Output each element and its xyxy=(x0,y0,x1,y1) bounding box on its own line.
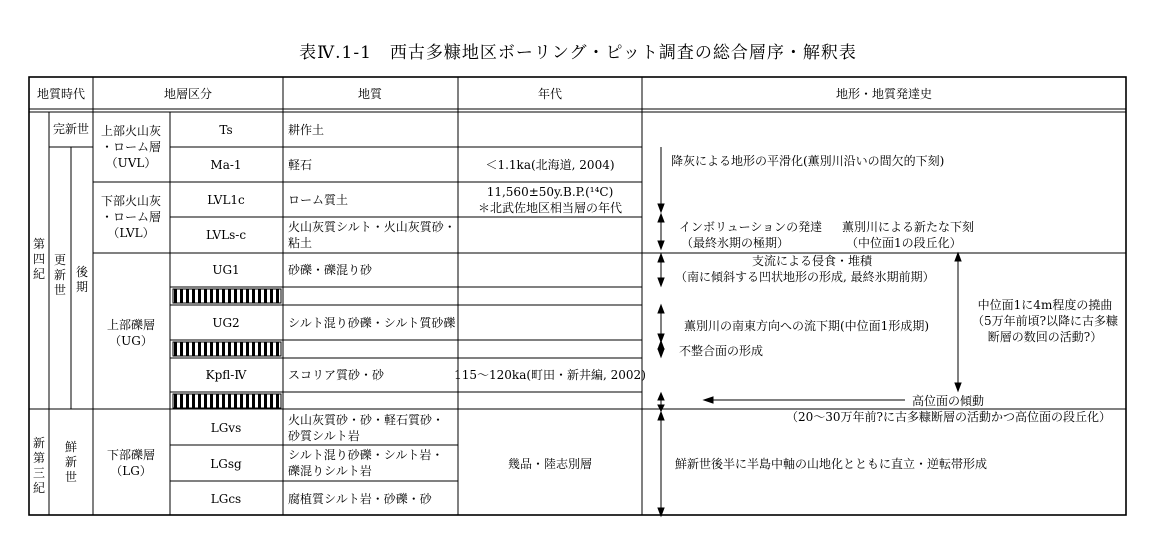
era-neogene: 新第三紀 xyxy=(32,436,45,495)
unconformity-band xyxy=(173,342,281,356)
lithology-cell: 軽石 xyxy=(288,158,313,172)
age-cell: ＜1.1ka(北海道, 2004) xyxy=(485,158,615,172)
header-unit: 地層区分 xyxy=(163,87,213,101)
unit-code: Ma-1 xyxy=(210,158,242,172)
header-lithology: 地質 xyxy=(357,87,383,101)
unit-code: UG1 xyxy=(212,263,240,277)
group-ug-line1: 上部礫層 xyxy=(106,318,156,332)
age-cell: 11,560±50y.B.P.(¹⁴C) xyxy=(486,185,614,199)
lithology-cell: 粘土 xyxy=(288,236,313,250)
header-age: 年代 xyxy=(537,87,563,101)
group-uvl-line1: 上部火山灰 xyxy=(100,124,162,138)
group-lvl-line2: ・ローム層 xyxy=(100,210,162,224)
history-text: 薫別川による新たな下刻 xyxy=(842,220,975,234)
unit-code: LVL1c xyxy=(207,193,245,207)
history-text: （中位面1の段丘化） xyxy=(846,236,962,250)
era-pleistocene: 更新世 xyxy=(53,253,66,297)
lithology-cell: スコリア質砂・砂 xyxy=(288,368,385,382)
age-cell: 幾品・陸志別層 xyxy=(507,457,593,471)
group-lg-line1: 下部礫層 xyxy=(106,448,156,462)
lithology-cell: 火山灰質シルト・火山灰質砂・ xyxy=(288,220,456,234)
lithology-cell: ローム質土 xyxy=(288,193,349,207)
era-quaternary: 第四紀 xyxy=(32,237,45,281)
history-text: 不整合面の形成 xyxy=(679,344,764,358)
group-lvl-line1: 下部火山灰 xyxy=(100,194,162,208)
lithology-cell: シルト混り砂礫・シルト質砂礫 xyxy=(288,316,456,330)
unconformity-band xyxy=(173,289,281,303)
history-text: （20～30万年前?に古多糠断層の活動かつ高位面の段丘化） xyxy=(786,410,1111,424)
group-uvl-line3: （UVL） xyxy=(105,156,157,170)
header-history: 地形・地質発達史 xyxy=(835,87,933,101)
history-text: 降灰による地形の平滑化(薫別川沿いの間欠的下刻) xyxy=(671,154,945,168)
history-text: 断層の数回の活動?） xyxy=(987,330,1103,344)
unit-code: LGvs xyxy=(210,421,242,435)
history-text: （南に傾斜する凹状地形の形成, 最終氷期前期） xyxy=(675,270,935,284)
group-ug-line2: （UG） xyxy=(109,334,153,348)
lithology-cell: 砂礫・礫混り砂 xyxy=(288,263,373,277)
history-text: 鮮新世後半に半島中軸の山地化とともに直立・逆転帯形成 xyxy=(675,457,988,471)
era-holocene: 完新世 xyxy=(52,122,90,136)
history-text: インボリューションの発達 xyxy=(679,220,823,234)
unit-code: Kpfl-Ⅳ xyxy=(205,368,247,382)
age-cell: ＊北武佐地区相当層の年代 xyxy=(477,201,623,215)
header-era: 地質時代 xyxy=(36,87,86,101)
lithology-cell: 火山灰質砂・砂・軽石質砂・ xyxy=(288,413,445,427)
unit-code: Ts xyxy=(219,123,233,137)
history-text: 薫別川の南東方向への流下期(中位面1形成期) xyxy=(684,319,929,333)
lithology-cell: 礫混りシルト岩 xyxy=(288,464,372,478)
history-text: 支流による侵食・堆積 xyxy=(752,254,873,268)
lithology-cell: シルト混り砂礫・シルト岩・ xyxy=(288,448,444,462)
unit-code: LVLs-c xyxy=(205,228,247,242)
lithology-cell: 耕作土 xyxy=(288,123,325,137)
history-text: 高位面の傾動 xyxy=(912,394,985,408)
table-title: 表Ⅳ.1-1 西古多糠地区ボーリング・ピット調査の総合層序・解釈表 xyxy=(299,43,857,63)
history-text: （最終氷期の極期） xyxy=(681,236,790,250)
era-late: 後期 xyxy=(75,265,88,294)
unit-code: LGcs xyxy=(210,492,242,506)
group-lg-line2: （LG） xyxy=(110,464,152,478)
lithology-cell: 腐植質シルト岩・砂礫・砂 xyxy=(288,492,432,506)
lithology-cell: 砂質シルト岩 xyxy=(288,429,360,443)
era-miocene: 鮮新世 xyxy=(64,440,77,484)
history-text: 中位面1に4m程度の撓曲 xyxy=(977,298,1113,312)
history-text: （5万年前頃?以降に古多糠 xyxy=(971,314,1119,328)
group-uvl-line2: ・ローム層 xyxy=(100,140,162,154)
unconformity-band xyxy=(173,394,281,408)
unit-code: LGsg xyxy=(210,457,242,471)
unit-code: UG2 xyxy=(212,316,240,330)
group-lvl-line3: （LVL） xyxy=(107,226,155,240)
age-cell: 115～120ka(町田・新井編, 2002) xyxy=(454,368,646,382)
